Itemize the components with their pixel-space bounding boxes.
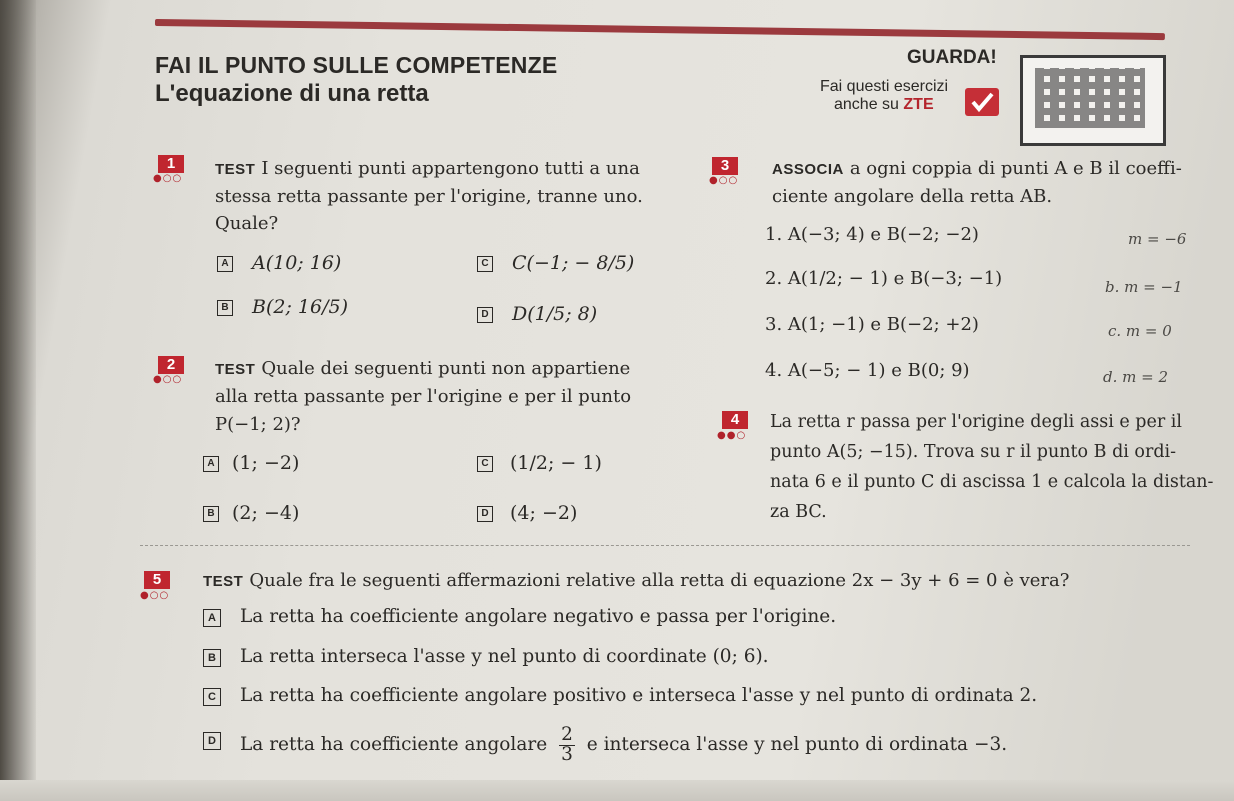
exercise-number: 1 <box>158 155 184 173</box>
q3-line-1 <box>772 158 1182 179</box>
option-box[interactable]: A <box>203 609 221 627</box>
q2-line-2: alla retta passante per l'origine e per il punto <box>215 386 632 407</box>
divider <box>140 545 1190 546</box>
option-box[interactable]: C <box>203 688 221 706</box>
difficulty-dots: ●○○ <box>140 590 170 601</box>
q3-answer: b. m = −1 <box>1105 278 1183 296</box>
q5-d-before: La retta ha coefficiente angolare <box>240 734 548 755</box>
q1-line-1 <box>215 158 640 179</box>
q1-option-d: D(1/5; 8) <box>512 303 598 325</box>
q3-answer: c. m = 0 <box>1108 322 1172 340</box>
option-box[interactable]: B <box>217 300 233 316</box>
q1-option-c: C(−1; − 8/5) <box>512 252 635 274</box>
difficulty-dots: ●○○ <box>153 374 183 385</box>
test-keyword: TEST <box>215 161 256 178</box>
exercise-number: 3 <box>712 157 738 175</box>
q5-d-after: e interseca l'asse y nel punto di ordinata −3. <box>586 734 1008 755</box>
q1-line-2: stessa retta passante per l'origine, tranne uno. <box>215 186 643 207</box>
option-box[interactable]: D <box>203 732 221 750</box>
q1-line-3: Quale? <box>215 213 279 234</box>
fai-prefix: anche su <box>834 96 904 113</box>
q5-stem <box>203 570 1069 591</box>
q3-answer: m = −6 <box>1128 230 1187 248</box>
q3-item: 1. A(−3; 4) e B(−2; −2) <box>765 224 979 245</box>
section-title: FAI IL PUNTO SULLE COMPETENZE <box>155 52 558 78</box>
associa-keyword: ASSOCIA <box>772 161 844 178</box>
option-box[interactable]: A <box>203 456 219 472</box>
option-box[interactable]: C <box>477 256 493 272</box>
exercise-number: 5 <box>144 571 170 589</box>
q2-option-c: (1/2; − 1) <box>510 452 602 474</box>
q1-option-a: A(10; 16) <box>252 252 342 274</box>
section-subtitle: L'equazione di una retta <box>155 80 429 107</box>
q3-item: 2. A(1/2; − 1) e B(−3; −1) <box>765 268 1003 289</box>
q4-line-3: nata 6 e il punto C di ascissa 1 e calcola la distan- <box>770 472 1214 492</box>
header-rule <box>155 19 1165 40</box>
q3-text-1: a ogni coppia di punti A e B il coeffi- <box>849 158 1182 179</box>
q2-option-a: (1; −2) <box>232 452 300 474</box>
q5-option-c: La retta ha coefficiente angolare positivo e interseca l'asse y nel punto di ordinata 2. <box>240 685 1038 706</box>
option-box[interactable]: B <box>203 506 219 522</box>
q3-item: 3. A(1; −1) e B(−2; +2) <box>765 314 979 335</box>
fraction-denominator: 3 <box>561 743 573 765</box>
q2-text-1: Quale dei seguenti punti non appartiene <box>261 358 631 379</box>
q5-option-d <box>240 726 1007 764</box>
q5-option-b: La retta interseca l'asse y nel punto di coordinate (0; 6). <box>240 646 769 667</box>
q2-option-d: (4; −2) <box>510 502 578 524</box>
q4-line-4: za BC. <box>770 502 827 522</box>
q2-option-b: (2; −4) <box>232 502 300 524</box>
difficulty-dots: ●○○ <box>153 173 183 184</box>
q4-line-2: punto A(5; −15). Trova su r il punto B di ordi- <box>770 442 1177 462</box>
q5-stem-text: Quale fra le seguenti affermazioni relative alla retta di equazione 2x − 3y + 6 = 0 è vera? <box>249 570 1070 591</box>
test-keyword: TEST <box>203 573 244 590</box>
option-box[interactable]: B <box>203 649 221 667</box>
guarda-label: GUARDA! <box>907 47 997 68</box>
fraction-numerator: 2 <box>561 724 573 745</box>
exercise-number: 4 <box>722 411 748 429</box>
fai-line-2 <box>834 96 934 114</box>
difficulty-dots: ●●○ <box>717 430 747 441</box>
q3-item: 4. A(−5; − 1) e B(0; 9) <box>765 360 970 381</box>
option-box[interactable]: D <box>477 307 493 323</box>
option-box[interactable]: C <box>477 456 493 472</box>
page-bottom-edge <box>0 780 1234 801</box>
q1-option-b: B(2; 16/5) <box>252 296 348 318</box>
test-keyword: TEST <box>215 361 256 378</box>
qr-code-icon[interactable] <box>1020 55 1166 146</box>
exercise-number: 2 <box>158 356 184 374</box>
option-box[interactable]: A <box>217 256 233 272</box>
checkmark-icon <box>965 88 999 116</box>
fraction <box>559 726 575 764</box>
q2-line-1 <box>215 358 630 379</box>
q4-line-1: La retta r passa per l'origine degli assi e per il <box>770 412 1182 432</box>
fai-line-1: Fai questi esercizi <box>820 78 949 95</box>
option-box[interactable]: D <box>477 506 493 522</box>
zte-label: ZTE <box>903 96 934 113</box>
page-shadow <box>0 0 36 801</box>
difficulty-dots: ●○○ <box>709 175 739 186</box>
q5-option-a: La retta ha coefficiente angolare negativo e passa per l'origine. <box>240 606 837 627</box>
q1-text-1: I seguenti punti appartengono tutti a una <box>261 158 640 179</box>
q2-line-3: P(−1; 2)? <box>215 414 301 435</box>
q3-line-2: ciente angolare della retta AB. <box>772 186 1053 207</box>
q3-answer: d. m = 2 <box>1103 368 1169 386</box>
